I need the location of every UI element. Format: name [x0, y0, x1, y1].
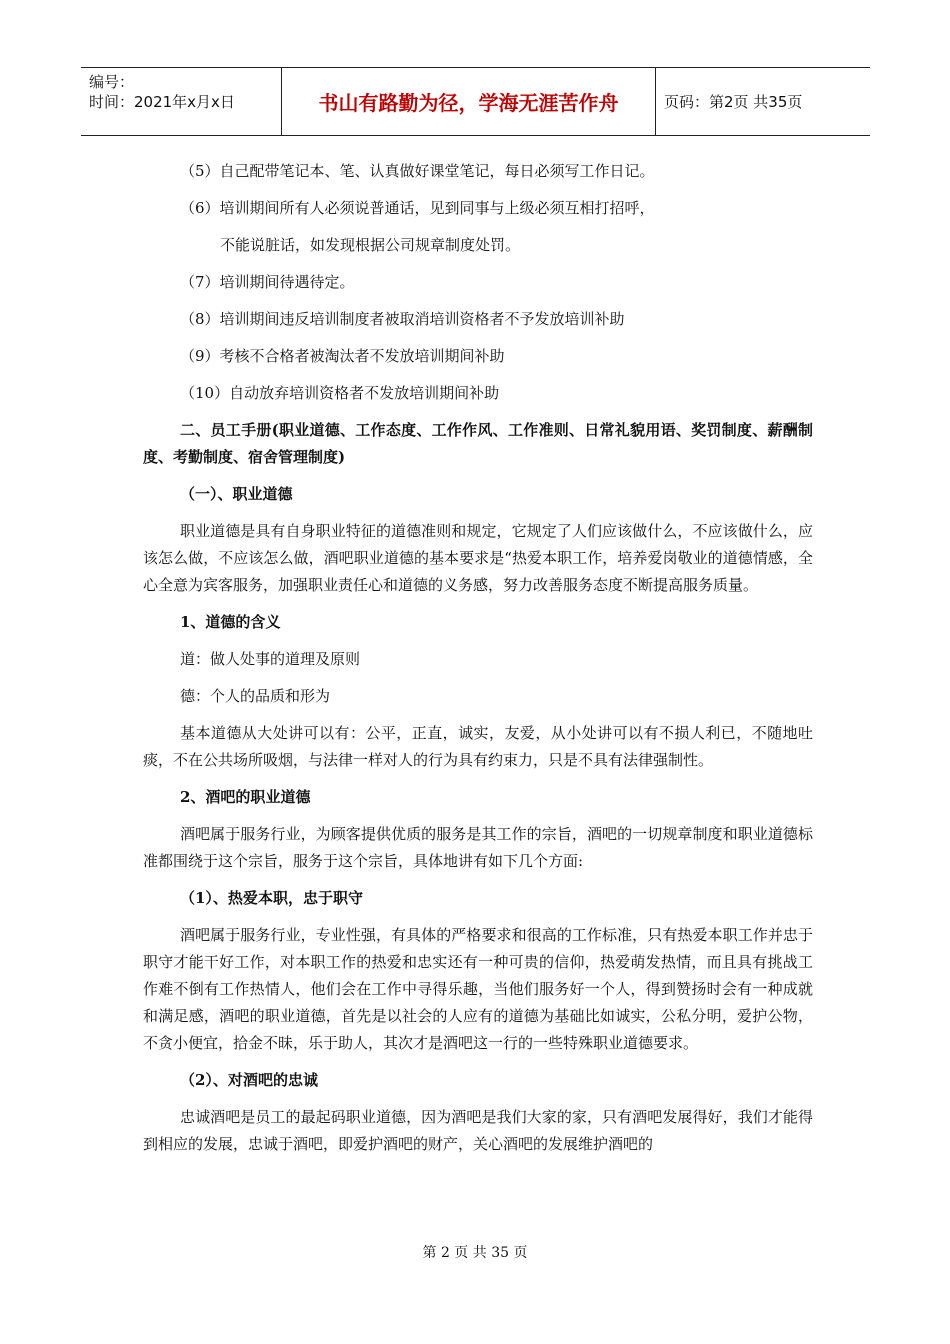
paragraph-basic-morality: 基本道德从大处讲可以有：公平，正直，诚实，友爱，从小处讲可以有不损人利已，不随地吐痰，不在公共场所吸烟，与法律一样对人的行为具有约束力，只是不具有法律强制性。 — [143, 724, 813, 769]
list-item: （10）自动放弃培训资格者不发放培训期间补助 — [180, 384, 500, 402]
list-item: （9）考核不合格者被淘汰者不发放培训期间补助 — [180, 347, 505, 365]
document-body — [143, 158, 813, 1168]
heading-meaning: 1、道德的含义 — [180, 613, 281, 631]
header-page-info: 页码：第2页 共35页 — [664, 93, 803, 111]
paragraph-ethics: 职业道德是具有自身职业特征的道德准则和规定，它规定了人们应该做什么，不应该做什么，应该怎么做，不应该怎么做，酒吧职业道德的基本要求是“热爱本职工作，培养爱岗敬业的道德情感，全心全意为宾客服务，加强职业责任心和道德的义务感，努力改善服务态度不断提高服务质量。 — [143, 522, 813, 594]
page-header — [81, 67, 870, 136]
list-item: （5）自己配带笔记本、笔、认真做好课堂笔记，每日必须写工作日记。 — [180, 162, 655, 180]
header-meta — [81, 68, 281, 135]
list-item: （6）培训期间所有人必须说普通话，见到同事与上级必须互相打招呼， — [180, 199, 655, 217]
subsection-heading: （一）、职业道德 — [180, 485, 293, 503]
paragraph-love-job: 酒吧属于服务行业，专业性强，有具体的严格要求和很高的工作标准，只有热爱本职工作并忠于职守才能干好工作，对本职工作的热爱和忠实还有一种可贵的信仰，热爱萌发热情，而且具有挑战工作难不倒有工作热情人，他们会在工作中寻得乐趣，当他们服务好一个人，得到赞扬时会有一种成就和满足感，酒吧的职业道德，首先是以社会的人应有的道德为基础比如诚实，公私分明，爱护公物，不贪小便宜，拾金不昧，乐于助人，其次才是酒吧这一行的一些特殊职业道德要求。 — [143, 926, 813, 1052]
list-item: （7）培训期间待遇待定。 — [180, 273, 355, 291]
list-item: （8）培训期间违反培训制度者被取消培训资格者不予发放培训补助 — [180, 310, 625, 328]
page-footer: 第 2 页 共 35 页 — [422, 1245, 528, 1261]
definition-de: 德：个人的品质和形为 — [180, 687, 331, 705]
list-item-continuation: 不能说脏话，如发现根据公司规章制度处罚。 — [220, 236, 521, 254]
date-label: 时间：2021年x月x日 — [89, 93, 235, 111]
doc-number-label: 编号： — [89, 73, 135, 91]
header-motto: 书山有路勤为径，学海无涯苦作舟 — [281, 68, 656, 135]
paragraph-loyalty: 忠诚酒吧是员工的最起码职业道德，因为酒吧是我们大家的家，只有酒吧发展得好，我们才能得到相应的发展，忠诚于酒吧，即爱护酒吧的财产，关心酒吧的发展维护酒吧的 — [143, 1108, 813, 1153]
heading-bar-ethics: 2、酒吧的职业道德 — [180, 788, 311, 806]
definition-dao: 道：做人处事的道理及原则 — [180, 650, 361, 668]
paragraph-bar: 酒吧属于服务行业，为顾客提供优质的服务是其工作的宗旨，酒吧的一切规章制度和职业道德标准都围绕于这个宗旨，服务于这个宗旨，具体地讲有如下几个方面: — [143, 825, 813, 870]
heading-love-job: （1）、热爱本职，忠于职守 — [180, 889, 363, 907]
section-heading: 二、员工手册(职业道德、工作态度、工作作风、工作准则、日常礼貌用语、奖罚制度、薪酬制度、考勤制度、宿舍管理制度) — [143, 421, 813, 466]
heading-loyalty: （2）、对酒吧的忠诚 — [180, 1071, 318, 1089]
